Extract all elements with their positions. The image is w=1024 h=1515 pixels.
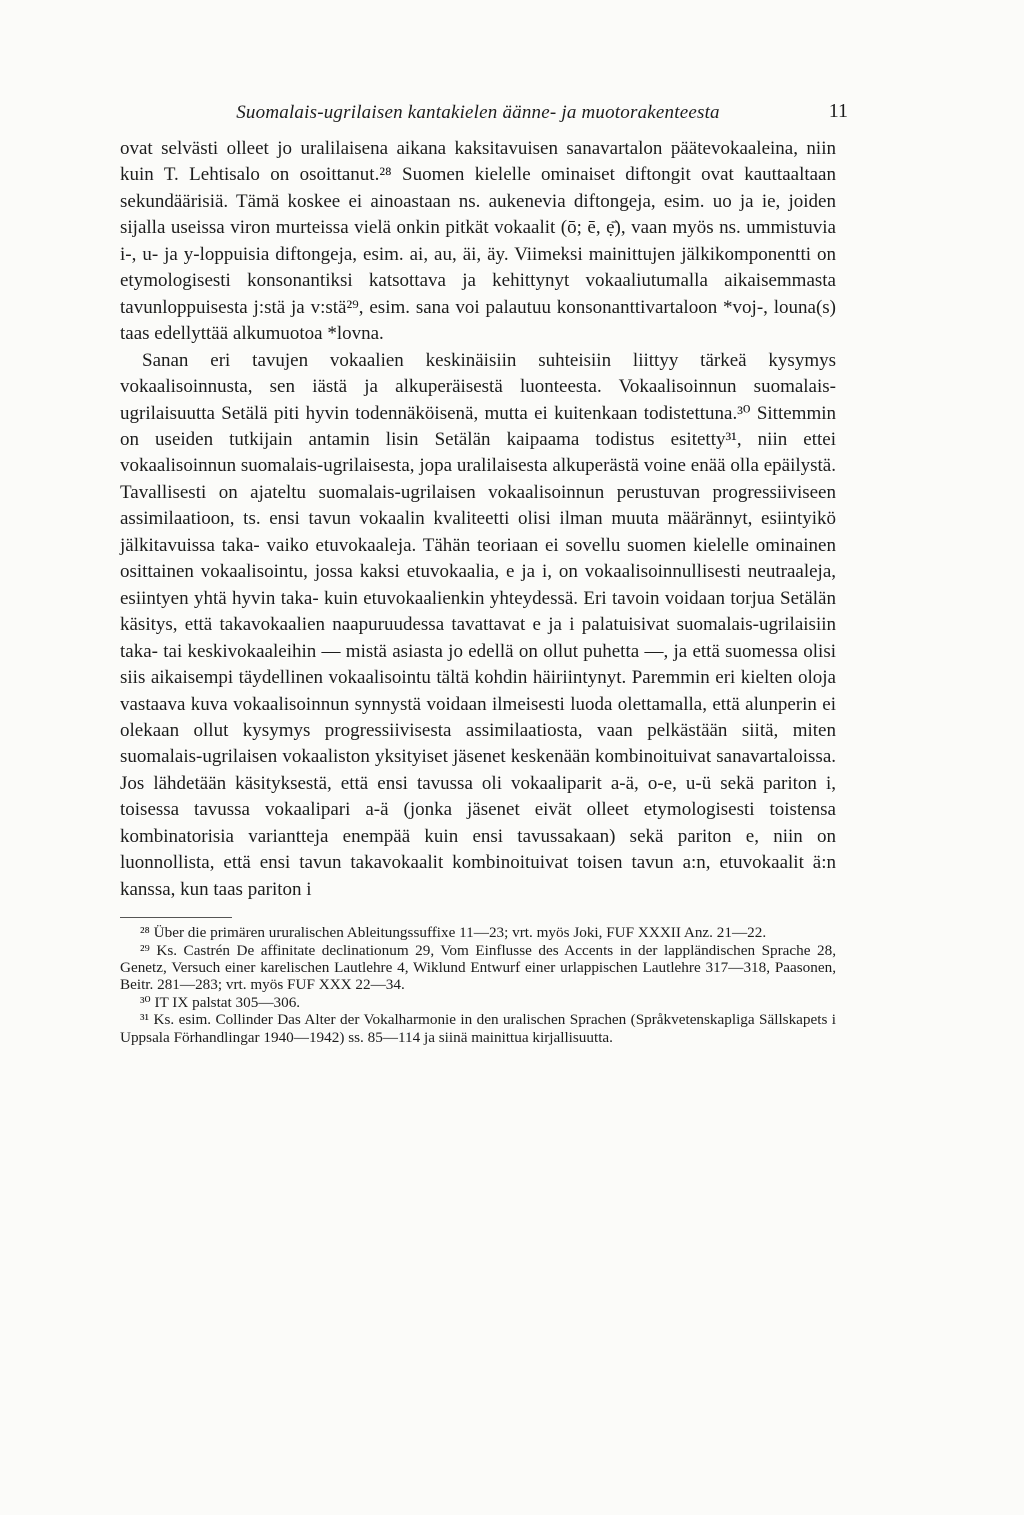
paragraph: Sanan eri tavujen vokaalien keskinäisiin suhteisiin liittyy tärkeä kysymys vokaalisoinnusta, sen iästä ja alkuperäisestä luonteesta. Vokaalisoinnun suomalais-ugrilaisuutta Setälä piti hyvin todennäköisenä, mutta ei kuitenkaan todistettuna.³⁰ Sittemmin on useiden tutkijain antamin lisin Setälän kaipaama todistus esitetty³¹, niin ettei vokaalisoinnun suomalais-ugrilaisesta, jopa uralilaisesta alkuperästä voine enää olla epäilystä. Tavallisesti on ajateltu suomalais-ugrilaisen vokaalisoinnun perustuvan progressiiviseen assimilaatioon, ts. ensi tavun vokaalin kvaliteetti olisi ilman muuta määrännyt, esiintyikö jälkitavuissa taka- vaiko etuvokaaleja. Tähän teoriaan ei sovellu suomen kielelle ominainen osittainen vokaalisointu, jossa kaksi etuvokaalia, e ja i, on vokaalisoinnullisesti neutraaleja, esiintyen yhtä hyvin taka- kuin etuvokaalienkin yhteydessä. Eri tavoin voidaan torjua Setälän käsitys, että takavokaalien naapuruudessa tavattavat e ja i palatuisivat suomalais-ugrilaisiin taka- tai keskivokaaleihin — mistä asiasta jo edellä on ollut puhetta —, ja että suomessa olisi siis aikaisempi täydellinen vokaalisointu tältä kohdin häiriintynyt. Paremmin eri kielten oloja vastaava kuva vokaalisoinnun synnystä voidaan ilmeisesti luoda olettamalla, että alunperin ei olekaan ollut kysymys progressiivisesta assimilaatiosta, vaan pelkästään siitä, miten suomalais-ugrilaisen vokaaliston yksityiset jäsenet keskenään kombinoituivat sanavartaloissa. Jos lähdetään käsityksestä, että ensi tavussa oli vokaaliparit a-ä, o-e, u-ü sekä pariton i, toisessa tavussa vokaalipari a-ä (jonka jäsenet eivät olleet etymologisesti toistensa kombinatorisia variantteja enempää kuin ensi tavussakaan) sekä pariton e, niin on luonnollista, että ensi tavun takavokaalit kombinoituivat toisen tavun a:n, etuvokaalit ä:n kanssa, kun taas pariton i [120, 349, 836, 900]
footnote-divider [120, 917, 232, 918]
footnote: ²⁹ Ks. Castrén De affinitate declinationum 29, Vom Einflusse des Accents in der lappländischen Sprache 28, Genetz, Versuch einer karelischen Lautlehre 4, Wiklund Entwurf einer urlappischen Lautlehre 317—318, Paasonen, Beitr. 281—283; vrt. myös FUF XXX 22—34. [120, 941, 836, 994]
footnotes [120, 924, 836, 1046]
footnote: ³⁰ IT IX palstat 305—306. [140, 993, 301, 1011]
body-text [120, 136, 836, 903]
running-head [120, 96, 848, 134]
footnote: ³¹ Ks. esim. Collinder Das Alter der Vokalharmonie in den uralischen Sprachen (Språkvetenskapliga Sällskapets i Uppsala Förhandlingar 1940—1942) ss. 85—114 ja siinä mainittua kirjallisuutta. [120, 1011, 836, 1046]
document-page [120, 96, 848, 1046]
page-number: 11 [828, 100, 848, 122]
paragraph: ovat selvästi olleet jo uralilaisena aikana kaksitavuisen sanavartalon päätevokaaleina, niin kuin T. Lehtisalo on osoittanut.²⁸ Suomen kielelle ominaiset diftongit ovat kauttaaltaan sekundäärisiä. Tämä koskee ei ainoastaan ns. aukenevia diftongeja, esim. uo ja ie, joiden sijalla useissa viron murteissa vielä onkin pitkät vokaalit (ō; ē, ẹ̄), vaan myös ns. ummistuvia i-, u- ja y-loppuisia diftongeja, esim. ai, au, äi, äy. Viimeksi mainittujen jälkikomponentti on etymologisesti konsonantiksi katsottava ja kehittynyt vokaaliutumalla aikaisemmasta tavunloppuisesta j:stä ja v:stä²⁹, esim. sana voi palautuu konsonanttivartaloon *voj-, louna(s) taas edellyttää alkumuotoa *lovna. [120, 138, 836, 345]
footnote: ²⁸ Über die primären ururalischen Ableitungssuffixe 11—23; vrt. myös Joki, FUF XXXII Anz. 21—22. [140, 924, 767, 942]
running-head-title: Suomalais-ugrilaisen kantakielen äänne- ja muotorakenteesta [236, 102, 720, 123]
